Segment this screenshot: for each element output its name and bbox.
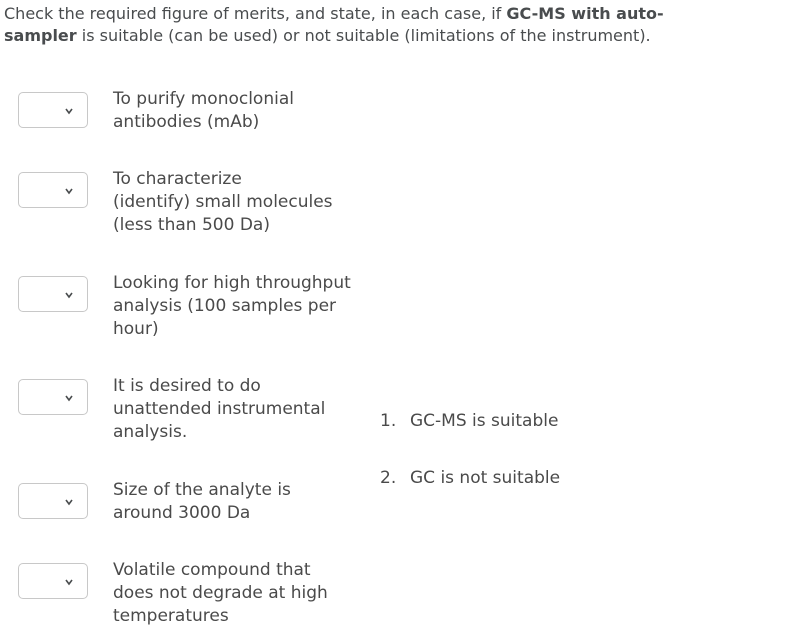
answer-option-1 xyxy=(380,410,558,433)
item-line: analysis (100 samples per xyxy=(113,296,337,316)
answer-text: GC-MS is suitable xyxy=(410,411,559,431)
item-text-5 xyxy=(113,479,363,525)
item-line: Looking for high throughput xyxy=(113,273,351,293)
chevron-down-icon xyxy=(64,186,74,196)
item-text-2 xyxy=(113,168,363,237)
item-line: Size of the analyte is xyxy=(113,480,291,500)
item-text-6 xyxy=(113,559,363,628)
chevron-down-icon xyxy=(64,393,74,403)
match-select-3[interactable] xyxy=(18,276,88,312)
item-line: (less than 500 Da) xyxy=(113,215,270,235)
item-line: (identify) small molecules xyxy=(113,192,333,212)
item-line: To characterize xyxy=(113,169,242,189)
answer-number: 1. xyxy=(380,411,397,431)
answer-number: 2. xyxy=(380,468,397,488)
item-text-4 xyxy=(113,375,363,444)
item-line: temperatures xyxy=(113,606,229,626)
item-line: hour) xyxy=(113,319,159,339)
match-select-5[interactable] xyxy=(18,483,88,519)
item-text-1 xyxy=(113,88,363,134)
match-select-1[interactable] xyxy=(18,92,88,128)
match-select-4[interactable] xyxy=(18,379,88,415)
question-part2: is suitable (can be used) or not suitable (limitations of the instrument). xyxy=(76,26,651,45)
item-line: does not degrade at high xyxy=(113,583,328,603)
item-text-3 xyxy=(113,272,363,341)
chevron-down-icon xyxy=(64,497,74,507)
answer-option-2 xyxy=(380,467,560,490)
item-line: antibodies (mAb) xyxy=(113,112,260,132)
match-select-2[interactable] xyxy=(18,172,88,208)
answer-text: GC is not suitable xyxy=(410,468,561,488)
item-line: Volatile compound that xyxy=(113,560,311,580)
item-line: analysis. xyxy=(113,422,188,442)
item-line: around 3000 Da xyxy=(113,503,251,523)
chevron-down-icon xyxy=(64,290,74,300)
item-line: To purify monoclonial xyxy=(113,89,294,109)
item-line: unattended instrumental xyxy=(113,399,326,419)
question-bold1: GC-MS with auto- xyxy=(506,4,664,23)
item-line: It is desired to do xyxy=(113,376,261,396)
question-text xyxy=(4,3,784,47)
chevron-down-icon xyxy=(64,106,74,116)
question-part1: Check the required figure of merits, and state, in each case, if xyxy=(4,4,507,23)
match-select-6[interactable] xyxy=(18,563,88,599)
chevron-down-icon xyxy=(64,577,74,587)
question-bold2: sampler xyxy=(4,26,77,45)
